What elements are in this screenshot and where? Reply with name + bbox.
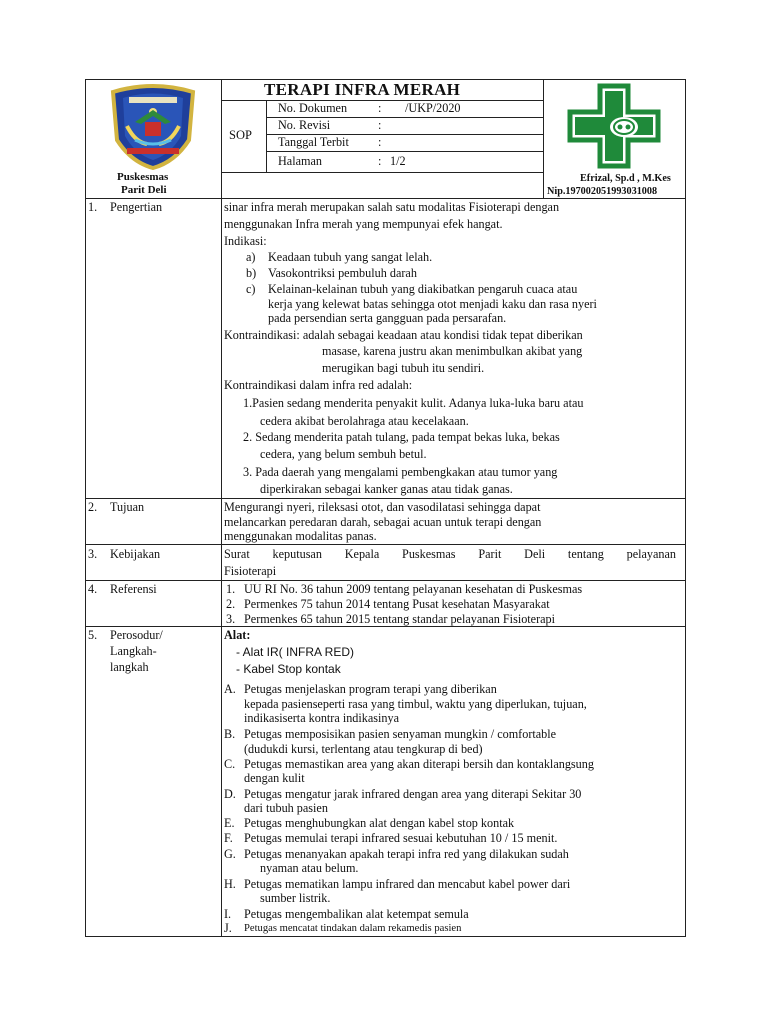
step-text: Petugas memastikan area yang akan diterapi bersih dan kontaklangsung xyxy=(244,757,594,771)
list-marker: 1. xyxy=(226,582,236,596)
section-number: 4. xyxy=(88,582,98,596)
step-text: Petugas mematikan lampu infrared dan mencabut kabel power dari xyxy=(244,877,571,891)
list-item: UU RI No. 36 tahun 2009 tentang pelayanan kesehatan di Puskesmas xyxy=(244,582,583,596)
content-line: Kontraindikasi dalam infra red adalah: xyxy=(224,378,413,392)
section-label: Kebijakan xyxy=(110,547,161,561)
section-number: 5. xyxy=(88,628,98,642)
step-text: Petugas mencatat tindakan dalam rekamedis pasien xyxy=(244,923,462,934)
content-line: Mengurangi nyeri, rileksasi otot, dan vasodilatasi sehingga dapat xyxy=(224,500,541,514)
header-right-divider xyxy=(543,79,544,198)
content-line: melancarkan peredaran darah, sebagai acuan untuk terapi dengan xyxy=(224,515,542,529)
list-marker: 2. xyxy=(226,597,236,611)
content-line: masase, karena justru akan menimbulkan akibat yang xyxy=(322,344,583,358)
content-line: Surat keputusan Kepala Puskesmas Parit Deli tentang pelayanan xyxy=(224,547,676,561)
meta-label: Tanggal Terbit xyxy=(278,135,349,149)
step-text: indikasiserta kontra indikasinya xyxy=(244,711,400,725)
step-marker: B. xyxy=(224,727,236,741)
step-marker: D. xyxy=(224,787,236,801)
meta-label: Halaman xyxy=(278,154,322,168)
list-marker: 3. xyxy=(226,612,236,626)
list-marker: c) xyxy=(246,282,256,296)
step-text: dengan kulit xyxy=(244,771,305,785)
section-label: langkah xyxy=(110,660,149,674)
content-line: kerja yang kelewat batas sehingga otot menjadi kaku dan rasa nyeri xyxy=(268,297,597,311)
meta-value: /UKP/2020 xyxy=(405,101,461,115)
content-line: Kontraindikasi: adalah sebagai keadaan atau kondisi tidak tepat diberikan xyxy=(224,328,583,342)
list-item: Kelainan-kelainan tubuh yang diakibatkan pengaruh cuaca atau xyxy=(268,282,578,296)
content-line: Fisioterapi xyxy=(224,564,277,578)
tool-item: - Kabel Stop kontak xyxy=(236,662,341,676)
signer-name: Efrizal, Sp.d , M.Kes xyxy=(580,173,671,184)
section-number: 3. xyxy=(88,547,98,561)
section-label: Perosodur/ xyxy=(110,628,163,642)
list-item: Permenkes 75 tahun 2014 tentang Pusat kesehatan Masyarakat xyxy=(244,597,550,611)
content-line: menggunakan Infra merah yang mempunyai efek hangat. xyxy=(224,217,503,231)
tool-item: - Alat IR( INFRA RED) xyxy=(236,645,355,659)
step-marker: A. xyxy=(224,682,236,696)
meta-sep: : xyxy=(378,101,382,115)
list-item: Keadaan tubuh yang sangat lelah. xyxy=(268,250,433,264)
title-underline xyxy=(221,100,543,101)
content-line: merugikan bagi tubuh itu sendiri. xyxy=(322,361,485,375)
table-right-border xyxy=(685,79,686,937)
row-divider xyxy=(85,498,685,499)
content-line: pada persendian serta gangguan pada persarafan. xyxy=(268,311,507,325)
column-divider xyxy=(221,79,222,937)
sop-divider xyxy=(266,100,267,172)
content-line: 3. Pada daerah yang mengalami pembengkakan atau tumor yang xyxy=(243,465,558,479)
section-label: Pengertian xyxy=(110,200,163,214)
step-marker: J. xyxy=(224,921,232,935)
step-marker: H. xyxy=(224,877,236,891)
meta-label: No. Dokumen xyxy=(278,101,348,115)
section-label: Referensi xyxy=(110,582,157,596)
meta-row-line xyxy=(266,151,543,152)
step-text: (dudukdi kursi, terlentang atau tengkurap di bed) xyxy=(244,742,483,756)
org-location: Parit Deli xyxy=(121,184,167,196)
list-marker: a) xyxy=(246,250,256,264)
step-marker: E. xyxy=(224,816,235,830)
section-number: 1. xyxy=(88,200,98,214)
list-item: Permenkes 65 tahun 2015 tentang standar pelayanan Fisioterapi xyxy=(244,612,556,626)
signer-nip: Nip.197002051993031008 xyxy=(547,186,658,197)
step-marker: G. xyxy=(224,847,236,861)
puskesmas-cross-logo xyxy=(566,82,662,170)
table-left-border xyxy=(85,79,86,937)
step-text: Petugas mengatur jarak infrared dengan area yang diterapi Sekitar 30 xyxy=(244,787,582,801)
list-item: Vasokontriksi pembuluh darah xyxy=(268,266,417,280)
document-title: TERAPI INFRA MERAH xyxy=(264,80,461,99)
meta-sep: : xyxy=(378,154,382,168)
row-divider xyxy=(85,544,685,545)
step-text: Petugas memulai terapi infrared sesuai kebutuhan 10 / 15 menit. xyxy=(244,831,558,845)
section-label: Tujuan xyxy=(110,500,145,514)
meta-bottom-line xyxy=(221,172,543,173)
section-number: 2. xyxy=(88,500,98,514)
step-text: Petugas menghubungkan alat dengan kabel stop kontak xyxy=(244,816,515,830)
content-line: 2. Sedang menderita patah tulang, pada tempat bekas luka, bekas xyxy=(243,430,560,444)
step-text: dari tubuh pasien xyxy=(244,801,328,815)
step-marker: I. xyxy=(224,907,232,921)
content-line: 1.Pasien sedang menderita penyakit kulit. Adanya luka-luka baru atau xyxy=(243,396,584,410)
step-text: nyaman atau belum. xyxy=(260,861,359,875)
sop-label: SOP xyxy=(229,128,252,142)
org-name: Puskesmas xyxy=(117,171,169,183)
step-text: Petugas mengembalikan alat ketempat semula xyxy=(244,907,469,921)
content-line: cedera akibat berolahraga atau kecelakaan. xyxy=(260,414,469,428)
content-line: sinar infra merah merupakan salah satu modalitas Fisioterapi dengan xyxy=(224,200,560,214)
step-text: sumber listrik. xyxy=(260,891,331,905)
content-line: Indikasi: xyxy=(224,234,267,248)
tools-heading: Alat: xyxy=(224,628,251,642)
step-marker: F. xyxy=(224,831,233,845)
table-bottom-border xyxy=(85,936,685,937)
section-label: Langkah- xyxy=(110,644,157,658)
row-divider xyxy=(85,580,685,581)
regional-crest-logo xyxy=(105,82,201,170)
meta-sep: : xyxy=(378,118,382,132)
meta-value: 1/2 xyxy=(390,154,406,168)
step-text: Petugas menjelaskan program terapi yang diberikan xyxy=(244,682,497,696)
step-text: kepada pasienseperti rasa yang timbul, waktu yang diperlukan, tujuan, xyxy=(244,697,587,711)
content-line: diperkirakan sebagai kanker ganas atau tidak ganas. xyxy=(260,482,513,496)
meta-sep: : xyxy=(378,135,382,149)
list-marker: b) xyxy=(246,266,257,280)
content-line: menggunakan modalitas panas. xyxy=(224,529,377,543)
step-text: Petugas memposisikan pasien senyaman mungkin / comfortable xyxy=(244,727,557,741)
meta-label: No. Revisi xyxy=(278,118,331,132)
step-text: Petugas menanyakan apakah terapi infra red yang dilakukan sudah xyxy=(244,847,569,861)
content-line: cedera, yang belum sembuh betul. xyxy=(260,447,427,461)
step-marker: C. xyxy=(224,757,236,771)
